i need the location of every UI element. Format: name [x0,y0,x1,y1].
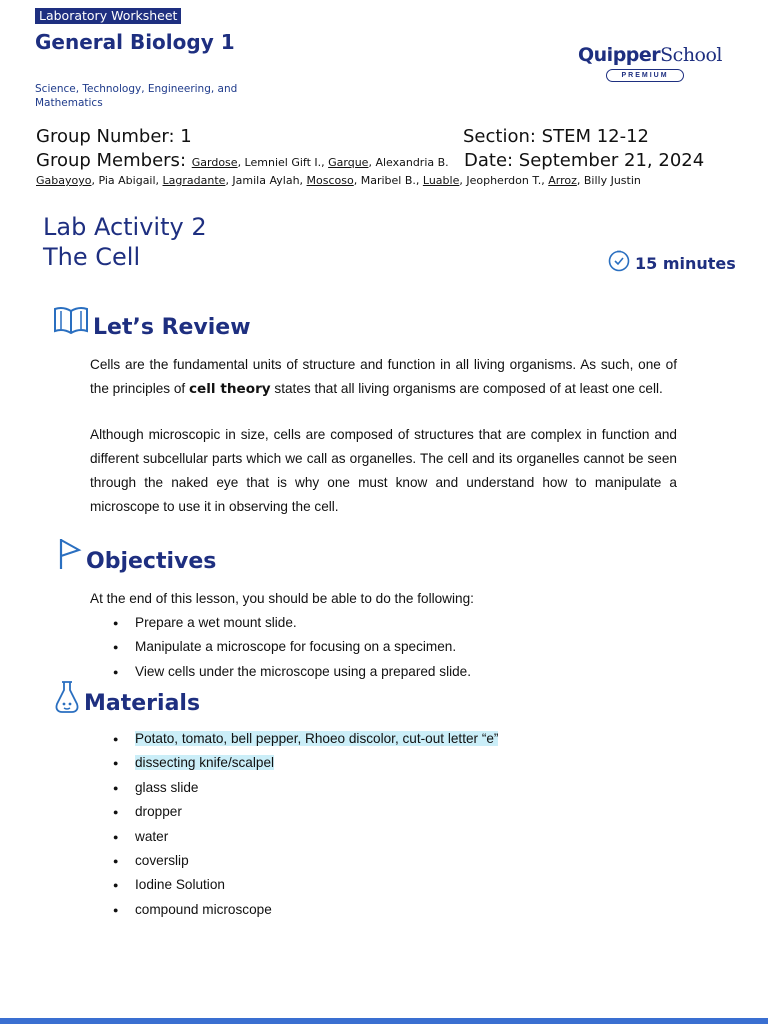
review-paragraph-2: Although microscopic in size, cells are composed of structures that are complex in function and different subcellular parts which we call as organelles. The cell and its organelles cannot be seen through the naked eye that is why one must know and understand how to manipulate a microscope to use it in observing the cell. [90,427,677,514]
duration-text: 15 minutes [635,253,736,273]
flag-icon [58,537,82,577]
list-item [90,751,498,775]
objectives-heading [58,537,216,577]
review-p1-text: Cells are the fundamental units of structure and function in all living organisms. As such, one of the principles of [90,357,677,396]
member-surname: Gabayoyo [36,174,92,187]
group-number: Group Number: 1 [36,126,192,147]
review-heading-text: Let’s Review [93,314,251,340]
list-item: ● View cells under the microscope using a prepared slide. [90,660,471,684]
objectives-list [90,611,471,684]
member-surname: Garque [328,156,369,169]
list-item [90,727,498,751]
member-rest: , Pia Abigail, [91,174,163,187]
review-paragraph-1 [90,353,677,401]
duration-indicator [608,250,736,276]
logo-word-rest: School [660,44,723,66]
members-line-2 [36,174,641,187]
member-surname: Moscoso [306,174,354,187]
members-list-1 [192,156,449,169]
member-surname: Arroz [548,174,577,187]
lab-activity-number: Lab Activity 2 [43,213,207,241]
objectives-intro: At the end of this lesson, you should be able to do the following: [90,591,474,606]
review-p1-text-end: states that all living organisms are composed of at least one cell. [270,381,663,396]
member-rest: , Lemniel Gift I., [237,156,329,169]
open-book-icon [53,305,89,341]
flask-icon [54,680,80,720]
course-title: General Biology 1 [35,30,235,54]
list-item: ● glass slide [90,776,498,800]
cell-theory-term: cell theory [189,381,271,397]
members-line-1 [36,150,449,171]
list-item: ● Manipulate a microscope for focusing on a specimen. [90,635,471,659]
member-rest: , Billy Justin [576,174,641,187]
list-item: ● Iodine Solution [90,873,498,897]
strand-label: Science, Technology, Engineering, and Mathematics [35,83,238,109]
list-item: ● compound microscope [90,898,498,922]
materials-heading [54,680,200,720]
list-item: ● dropper [90,800,498,824]
member-rest: , Jamila Aylah, [225,174,307,187]
highlighted-text: Potato, tomato, bell pepper, Rhoeo discolor, cut-out letter “e” [135,731,499,746]
logo-premium-badge: PREMIUM [606,69,684,82]
member-rest: , Jeopherdon T., [459,174,549,187]
list-item: ● water [90,825,498,849]
objectives-heading-text: Objectives [86,548,217,574]
list-item: ● Prepare a wet mount slide. [90,611,471,635]
list-item: ● coverslip [90,849,498,873]
section-label: Section: STEM 12-12 [463,126,650,147]
member-rest: , Alexandria B. [368,156,449,169]
worksheet-tag: Laboratory Worksheet [35,8,181,24]
member-rest: , Maribel B., [353,174,423,187]
review-heading [53,305,251,341]
clock-icon [608,250,630,276]
lab-activity-title [43,212,207,272]
footer-bar [0,1018,768,1024]
members-label: Group Members: [36,150,187,171]
date-label: Date: September 21, 2024 [464,150,705,171]
quipper-school-logo [578,44,723,82]
logo-wordmark [578,44,723,67]
member-surname: Lagradante [162,174,226,187]
materials-list [90,727,498,922]
member-surname: Gardose [191,156,238,169]
lab-activity-name: The Cell [43,243,141,271]
highlighted-text: dissecting knife/scalpel [135,755,275,771]
materials-heading-text: Materials [84,690,201,716]
logo-word-bold: Quipper [578,44,661,66]
member-surname: Luable [422,174,460,187]
